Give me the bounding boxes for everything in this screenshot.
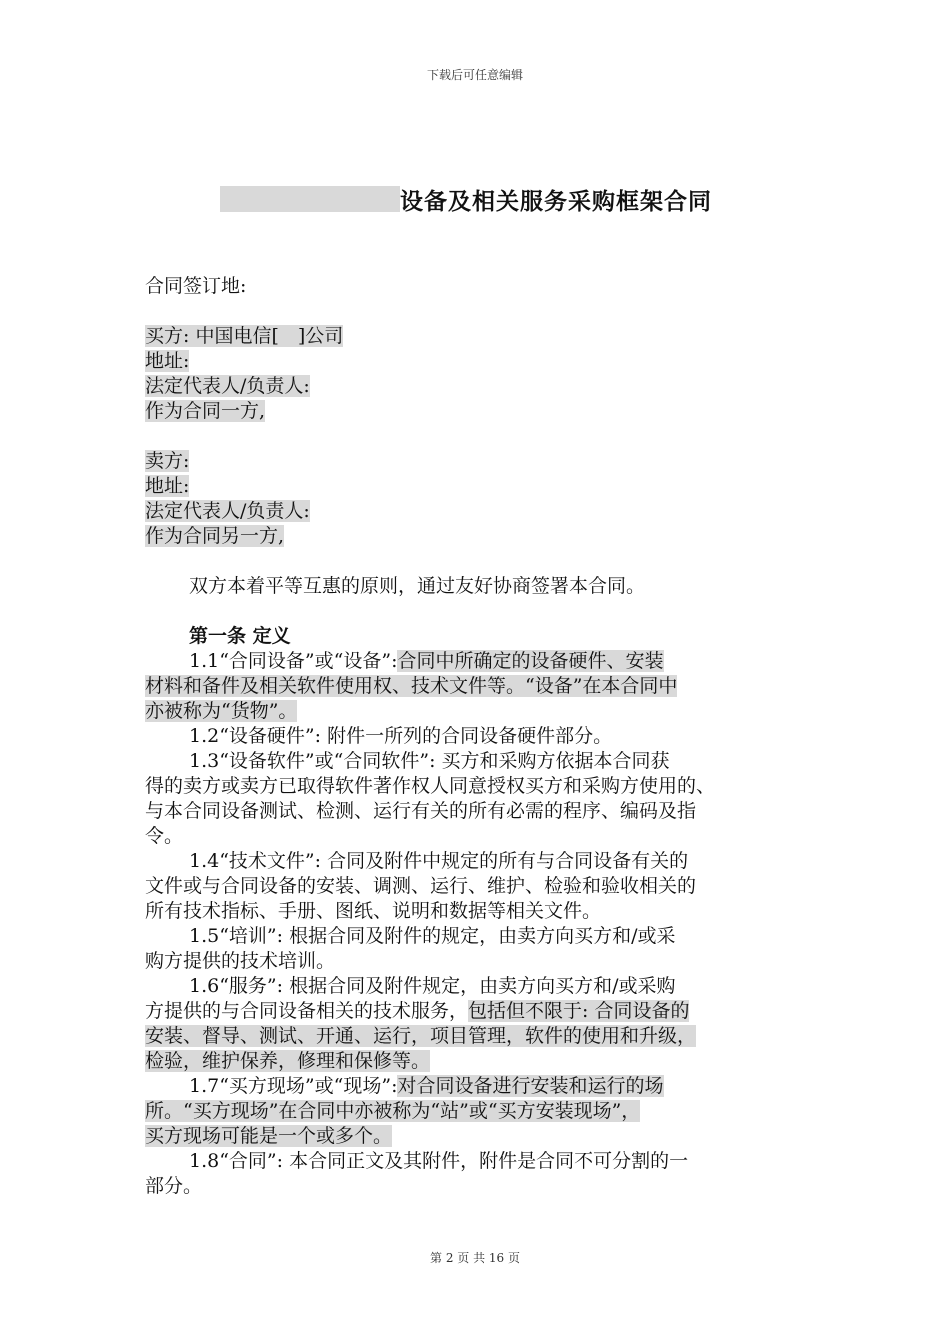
buyer-representative: 法定代表人/负责人: (145, 375, 310, 397)
buyer-name: 买方: 中国电信[ ]公司 (145, 325, 344, 347)
definition-1-6-line-3: 安装、督导、测试、开通、运行，项目管理，软件的使用和升级， (145, 1025, 697, 1047)
definition-1-1-text: 合同中所确定的设备硬件、安装 (397, 650, 664, 672)
article-1 (145, 624, 810, 1199)
definition-1-6-line-2-plain: 方提供的与合同设备相关的技术服务， (145, 1000, 469, 1022)
definition-1-1-line-1 (145, 649, 810, 674)
definition-1-2: 1.2“设备硬件”: 附件一所列的合同设备硬件部分。 (189, 725, 613, 747)
intro-section (145, 574, 810, 599)
seller-address: 地址: (145, 475, 190, 497)
definition-1-7-term: 1.7“买方现场”或“现场”: (189, 1075, 398, 1097)
definition-1-6-line-2-highlight: 包括但不限于: 合同设备的 (468, 1000, 690, 1022)
buyer-role: 作为合同一方, (145, 400, 266, 422)
definition-1-6-line-4: 检验，维护保养，修理和保修等。 (145, 1050, 431, 1072)
definition-1-5-line-1: 1.5“培训”: 根据合同及附件的规定，由卖方向买方和/或采 (189, 925, 676, 947)
definition-1-6-line-1: 1.6“服务”: 根据合同及附件规定，由卖方向买方和/或采购 (189, 975, 676, 997)
seller-role: 作为合同另一方, (145, 525, 285, 547)
definition-1-1-line-3: 亦被称为“货物”。 (145, 700, 298, 722)
sign-place: 合同签订地: (145, 275, 247, 297)
seller-representative: 法定代表人/负责人: (145, 500, 310, 522)
definition-1-8-line-2: 部分。 (145, 1175, 203, 1197)
article-1-heading: 第一条 定义 (189, 625, 291, 647)
definition-1-7-line-1 (145, 1074, 810, 1099)
definition-1-1-term: 1.1“合同设备”或“设备”: (189, 650, 398, 672)
sign-place-section (145, 274, 810, 299)
definition-1-7-text: 对合同设备进行安装和运行的场 (397, 1075, 664, 1097)
definition-1-7-line-2: 所。“买方现场”在合同中亦被称为“站”或“买方安装现场”， (145, 1100, 641, 1122)
definition-1-5-line-2: 购方提供的技术培训。 (145, 950, 336, 972)
title-row (220, 184, 712, 214)
definition-1-4-line-1: 1.4“技术文件”: 合同及附件中规定的所有与合同设备有关的 (189, 850, 689, 872)
seller-name: 卖方: (145, 450, 190, 472)
buyer-address: 地址: (145, 350, 190, 372)
definition-1-3-line-1: 1.3“设备软件”或“合同软件”: 买方和采购方依据本合同获 (189, 750, 670, 772)
definition-1-1-line-2: 材料和备件及相关软件使用权、技术文件等。“设备”在本合同中 (145, 675, 678, 697)
definition-1-3-line-4: 令。 (145, 825, 184, 847)
document-title: 设备及相关服务采购框架合同 (400, 187, 712, 215)
definition-1-8-line-1: 1.8“合同”: 本合同正文及其附件，附件是合同不可分割的一 (189, 1150, 689, 1172)
header-note: 下载后可任意编辑 (426, 68, 523, 82)
title-blank-field (220, 186, 400, 212)
definition-1-4-line-2: 文件或与合同设备的安装、调测、运行、维护、检验和验收相关的 (145, 875, 697, 897)
intro-paragraph: 双方本着平等互惠的原则，通过友好协商签署本合同。 (189, 575, 646, 597)
buyer-block (145, 324, 810, 424)
definition-1-6-line-2 (145, 999, 810, 1024)
seller-block (145, 449, 810, 549)
definition-1-4-line-3: 所有技术指标、手册、图纸、说明和数据等相关文件。 (145, 900, 602, 922)
definition-1-3-line-2: 得的卖方或卖方已取得软件著作权人同意授权买方和采购方使用的、 (145, 775, 716, 797)
definition-1-7-line-3: 买方现场可能是一个或多个。 (145, 1125, 393, 1147)
definition-1-3-line-3: 与本合同设备测试、检测、运行有关的所有必需的程序、编码及指 (145, 800, 697, 822)
page-footer: 第 2 页 共 16 页 (430, 1251, 520, 1265)
